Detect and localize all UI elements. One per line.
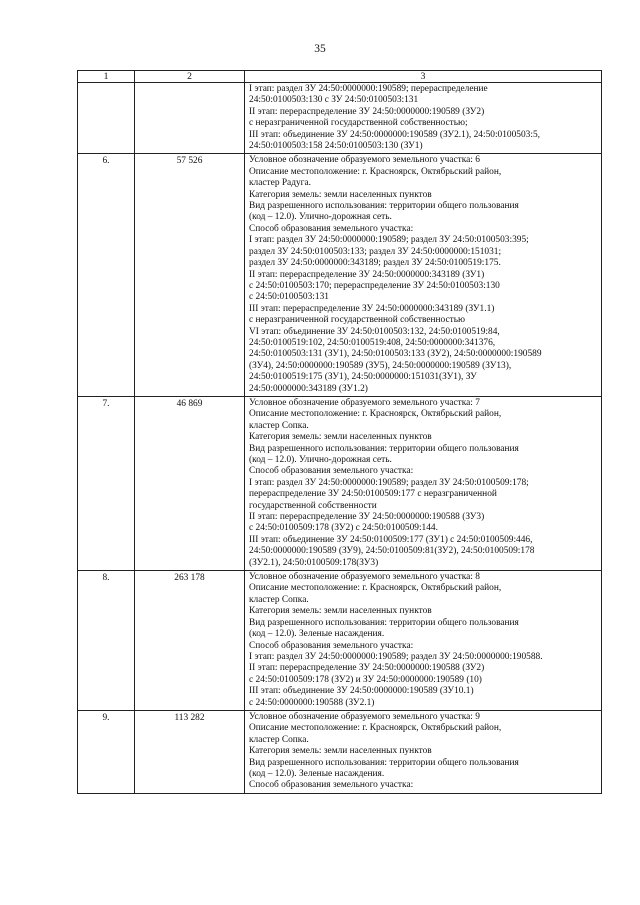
description-line: 24:50:0000000:190589 (ЗУ9), 24:50:0100509:81(ЗУ2), 24:50:0100509:178 <box>249 546 535 557</box>
description-line: (код – 12.0). Зеленые насаждения. <box>249 629 385 640</box>
description-line: Способ образования земельного участка: <box>249 640 414 651</box>
description-line: с 24:50:0100503:131 <box>249 292 329 303</box>
description-line: (код – 12.0). Улично-дорожная сеть. <box>249 212 392 223</box>
row-number: 8. <box>78 571 135 711</box>
table-row <box>78 83 602 154</box>
description-line: 24:50:0100519:175 (ЗУ1), 24:50:0000000:151031(ЗУ1), ЗУ <box>249 372 477 383</box>
description-line: Категория земель: земли населенных пунктов <box>249 606 432 617</box>
description-line: с 24:50:0100503:170; перераспределение ЗУ 24:50:0100503:130 <box>249 280 500 291</box>
description-line: (код – 12.0). Зеленые насаждения. <box>249 768 385 779</box>
table-row <box>78 396 602 570</box>
description-line: Вид разрешенного использования: территории общего пользования <box>249 443 519 454</box>
description-line: Условное обозначение образуемого земельного участка: 9 <box>249 711 480 722</box>
page-number: 35 <box>314 43 326 55</box>
description-line: (ЗУ4), 24:50:0000000:190589 (ЗУ5), 24:50:0000000:190589 (ЗУ13), <box>249 360 512 371</box>
description-line: Вид разрешенного использования: территории общего пользования <box>249 757 519 768</box>
description-line: Способ образования земельного участка: <box>249 223 414 234</box>
description-line: Условное обозначение образуемого земельного участка: 6 <box>249 155 480 166</box>
parcel-description <box>245 710 602 793</box>
description-line: I этап: раздел ЗУ 24:50:0000000:190589; перераспределение <box>249 84 488 94</box>
column-header-2: 2 <box>135 71 245 83</box>
parcel-area: 46 869 <box>135 396 245 570</box>
row-number <box>78 83 135 154</box>
column-header-1: 1 <box>78 71 135 83</box>
description-line: раздел ЗУ 24:50:0000000:343189; раздел ЗУ 24:50:0100519:175. <box>249 258 501 269</box>
description-line: с 24:50:0100509:178 (ЗУ2) с 24:50:0100509:144. <box>249 523 438 534</box>
description-line: Описание местоположение: г. Красноярск, Октябрьский район, <box>249 723 502 734</box>
description-line: кластер Сопка. <box>249 734 309 745</box>
description-line: кластер Сопка. <box>249 420 309 431</box>
row-number: 9. <box>78 710 135 793</box>
description-line: I этап: раздел ЗУ 24:50:0000000:190589; раздел ЗУ 24:50:0100503:395; <box>249 235 529 246</box>
description-line: I этап: раздел ЗУ 24:50:0000000:190589; раздел ЗУ 24:50:0000000:190588. <box>249 651 543 662</box>
column-header-3: 3 <box>245 71 602 83</box>
description-line: Описание местоположение: г. Красноярск, Октябрьский район, <box>249 583 502 594</box>
table-row <box>78 571 602 711</box>
description-line: с неразграниченной государственной собственностью; <box>249 118 468 129</box>
parcel-area <box>135 83 245 154</box>
description-line: (ЗУ2.1), 24:50:0100509:178(ЗУ3) <box>249 557 379 568</box>
description-line: II этап: перераспределение ЗУ 24:50:0000000:190588 (ЗУ2) <box>249 663 485 674</box>
description-line: I этап: раздел ЗУ 24:50:0000000:190589; раздел ЗУ 24:50:0100509:178; <box>249 477 529 488</box>
description-line: Категория земель: земли населенных пунктов <box>249 189 432 200</box>
parcel-description <box>245 396 602 570</box>
description-line: перераспределение ЗУ 24:50:0100509:177 с неразграниченной <box>249 489 497 500</box>
description-line: государственной собственности <box>249 500 377 511</box>
description-line: Вид разрешенного использования: территории общего пользования <box>249 617 519 628</box>
description-line: 24:50:0100503:131 (ЗУ1), 24:50:0100503:133 (ЗУ2), 24:50:0000000:190589 <box>249 349 542 360</box>
description-line: Способ образования земельного участка: <box>249 466 414 477</box>
description-line: 24:50:0100503:158 24:50:0100503:130 (ЗУ1) <box>249 141 423 152</box>
description-line: кластер Сопка. <box>249 594 309 605</box>
description-line: III этап: перераспределение ЗУ 24:50:0000000:343189 (ЗУ1.1) <box>249 303 495 314</box>
description-line: 24:50:0100503:130 с ЗУ 24:50:0100503:131 <box>249 95 419 106</box>
description-line: с 24:50:0100509:178 (ЗУ2) и ЗУ 24:50:0000000:190589 (10) <box>249 674 482 685</box>
table-row <box>78 154 602 397</box>
description-line: III этап: объединение ЗУ 24:50:0100509:177 (ЗУ1) с 24:50:0100509:446, <box>249 534 533 545</box>
description-line: III этап: объединение ЗУ 24:50:0000000:190589 (ЗУ2.1), 24:50:0100503:5, <box>249 129 541 140</box>
row-number: 6. <box>78 154 135 397</box>
description-line: 24:50:0100519:102, 24:50:0100519:408, 24:50:0000000:341376, <box>249 337 496 348</box>
parcels-table <box>77 70 602 794</box>
parcel-area: 57 526 <box>135 154 245 397</box>
row-number: 7. <box>78 396 135 570</box>
description-line: с 24:50:0000000:190588 (ЗУ2.1) <box>249 697 375 708</box>
description-line: II этап: перераспределение ЗУ 24:50:0000000:190588 (ЗУ3) <box>249 512 485 523</box>
table-header-row <box>78 71 602 83</box>
parcel-area: 263 178 <box>135 571 245 711</box>
description-line: раздел ЗУ 24:50:0100503:133; раздел ЗУ 24:50:0000000:151031; <box>249 246 502 257</box>
description-line: Категория земель: земли населенных пунктов <box>249 432 432 443</box>
description-line: Способ образования земельного участка: <box>249 780 414 791</box>
description-line: 24:50:0000000:343189 (ЗУ1.2) <box>249 383 368 394</box>
parcel-description <box>245 154 602 397</box>
description-line: Описание местоположение: г. Красноярск, Октябрьский район, <box>249 166 502 177</box>
table-row <box>78 710 602 793</box>
description-line: Условное обозначение образуемого земельного участка: 7 <box>249 397 480 408</box>
parcel-area: 113 282 <box>135 710 245 793</box>
parcel-description <box>245 83 602 154</box>
description-line: кластер Радуга. <box>249 178 312 189</box>
description-line: Категория земель: земли населенных пунктов <box>249 746 432 757</box>
description-line: III этап: объединение ЗУ 24:50:0000000:190589 (ЗУ10.1) <box>249 686 474 697</box>
description-line: Условное обозначение образуемого земельного участка: 8 <box>249 572 480 583</box>
description-line: II этап: перераспределение ЗУ 24:50:0000000:343189 (ЗУ1) <box>249 269 485 280</box>
description-line: (код – 12.0). Улично-дорожная сеть. <box>249 455 392 465</box>
description-line: с неразграниченной государственной собственностью <box>249 315 465 326</box>
description-line: Описание местоположение: г. Красноярск, Октябрьский район, <box>249 409 502 420</box>
description-line: VI этап: объединение ЗУ 24:50:0100503:132, 24:50:0100519:84, <box>249 326 500 337</box>
description-line: Вид разрешенного использования: территории общего пользования <box>249 201 519 212</box>
description-line: II этап: перераспределение ЗУ 24:50:0000000:190589 (ЗУ2) <box>249 106 485 117</box>
parcel-description <box>245 571 602 711</box>
